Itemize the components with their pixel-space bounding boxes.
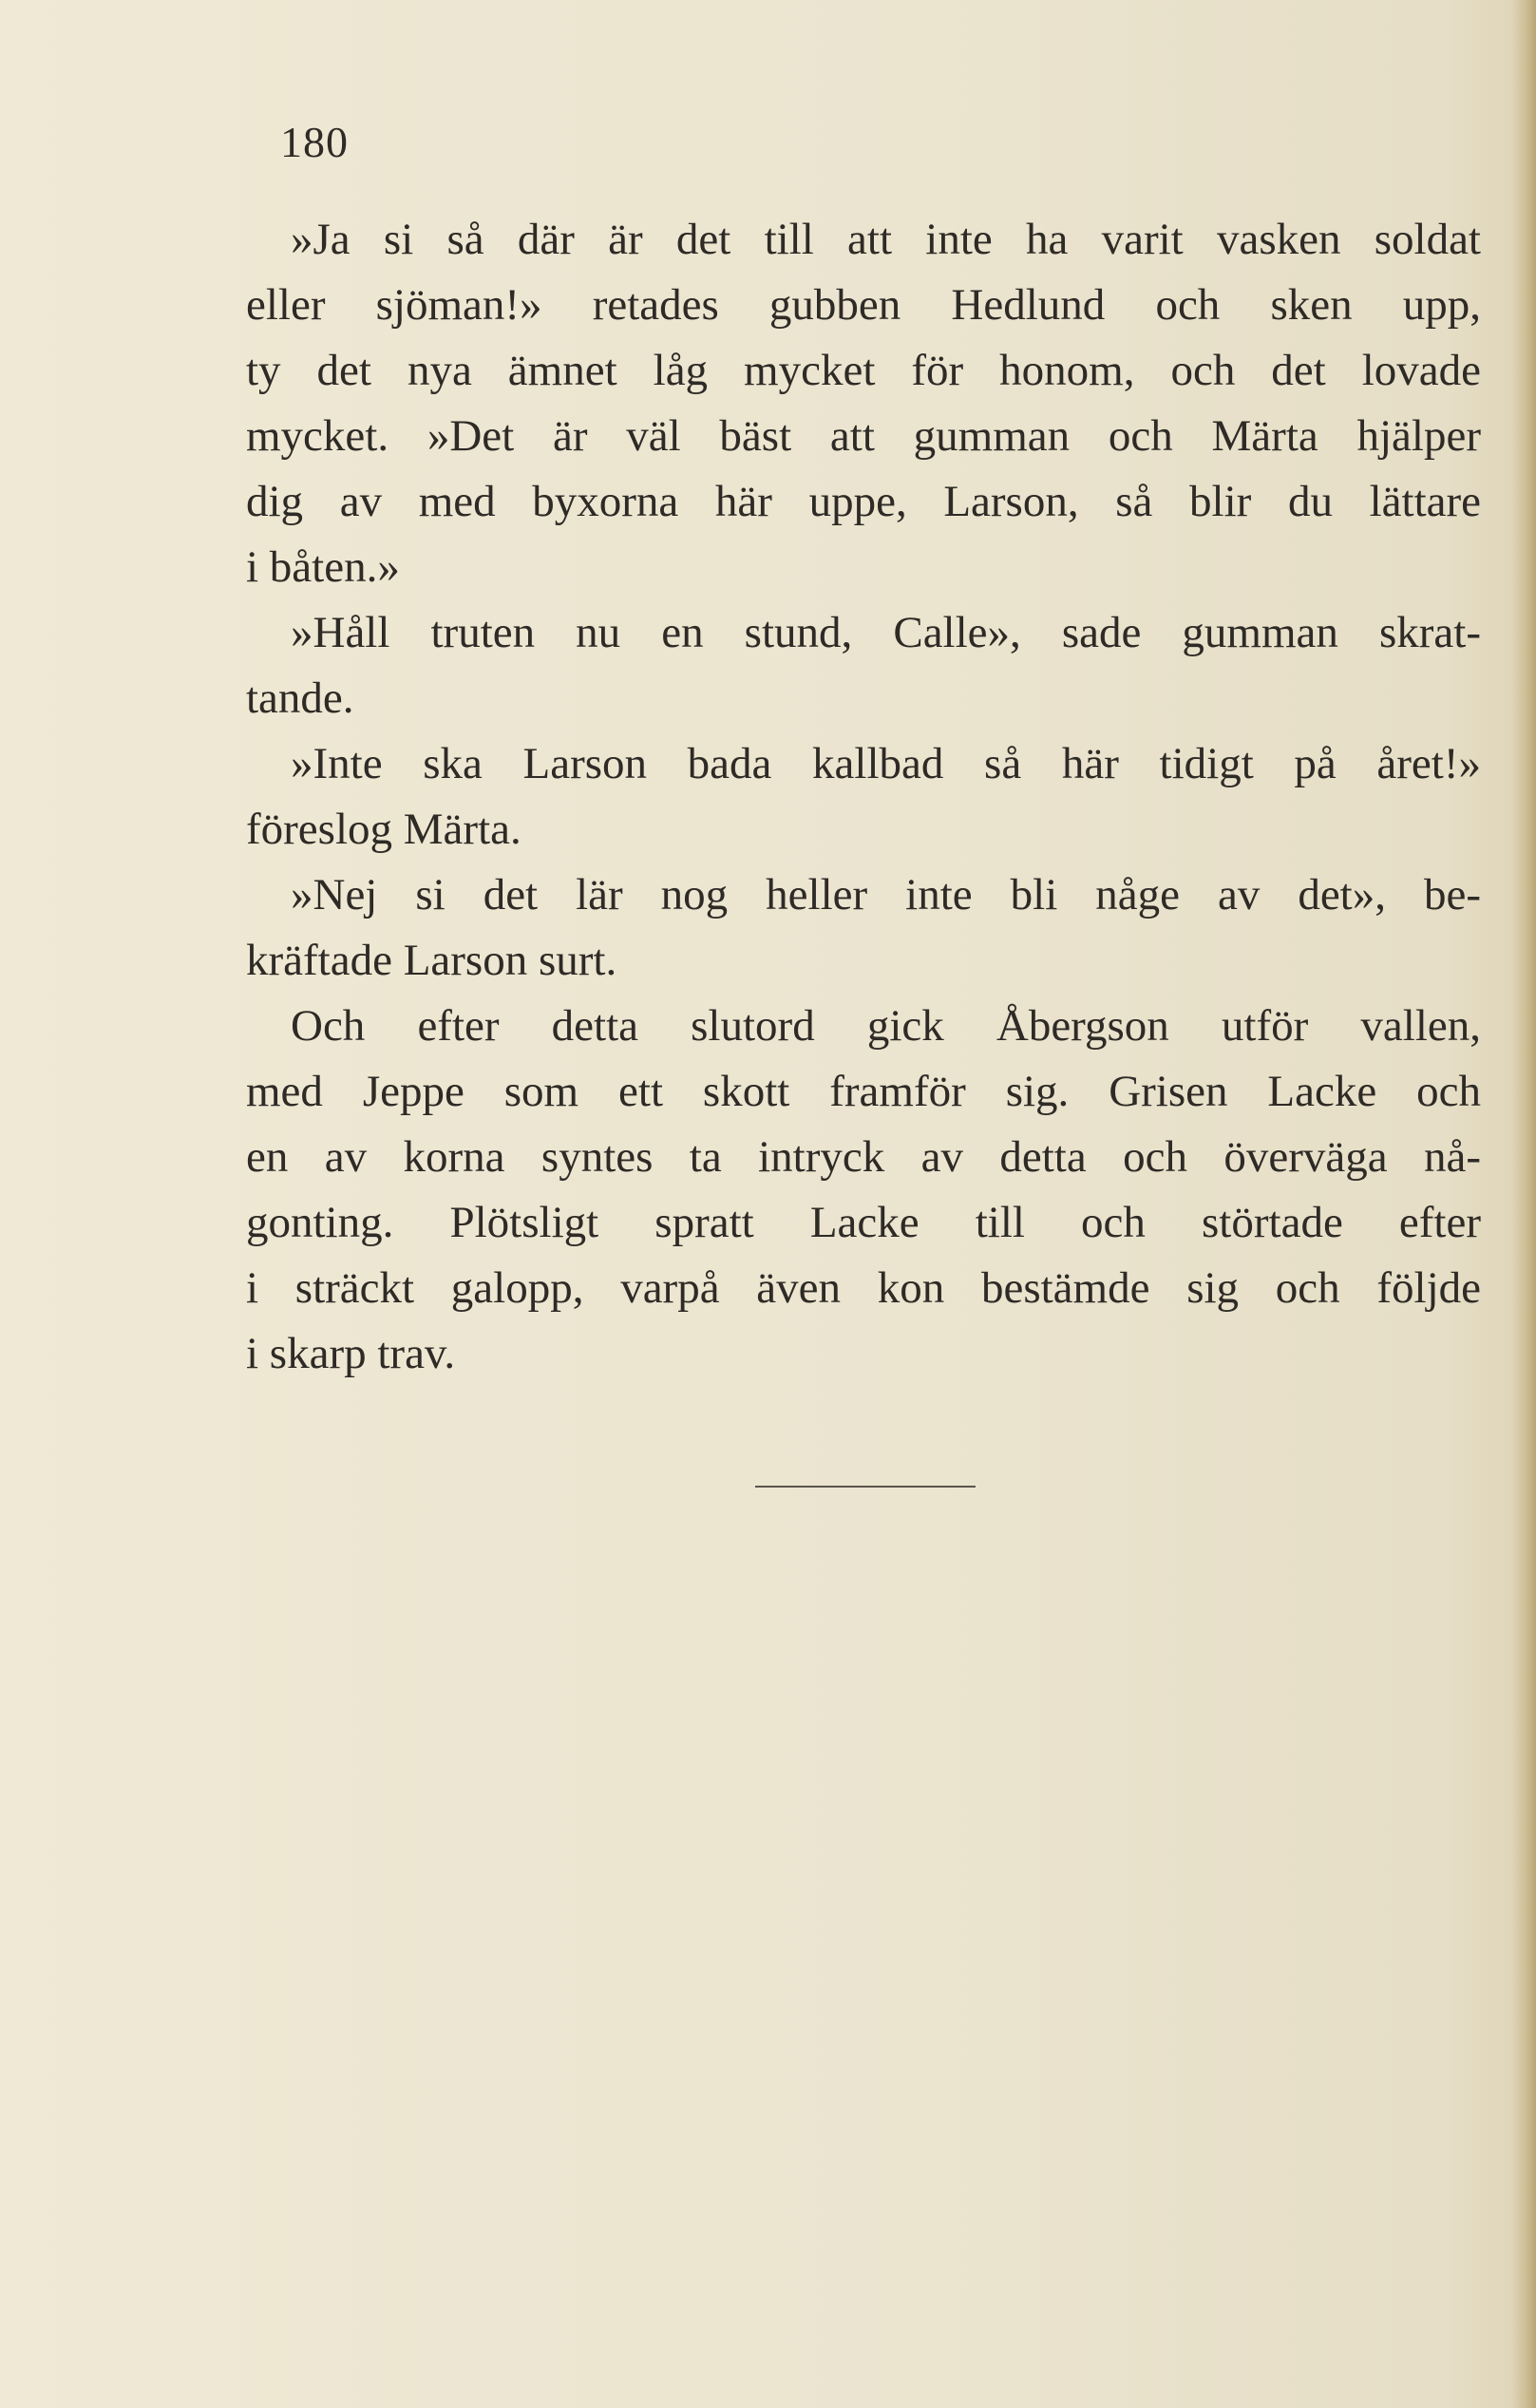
text-line: »Inte ska Larson bada kallbad så här tidigt på året!» [291, 739, 1481, 788]
text-line: »Ja si så där är det till att inte ha varit vasken soldat [291, 215, 1481, 264]
text-line: i skarp trav. [246, 1329, 456, 1378]
text-line: tande. [246, 673, 354, 723]
text-line: en av korna syntes ta intryck av detta och överväga nå- [246, 1132, 1481, 1182]
text-line: »Nej si det lär nog heller inte bli någe av det», be- [291, 870, 1481, 920]
text-line: med Jeppe som ett skott framför sig. Grisen Lacke och [246, 1067, 1481, 1116]
text-line: eller sjöman!» retades gubben Hedlund och sken upp, [246, 280, 1481, 330]
page-number: 180 [280, 118, 349, 166]
text-line: i sträckt galopp, varpå även kon bestämde sig och följde [246, 1263, 1481, 1313]
text-line: ty det nya ämnet låg mycket för honom, och det lovade [246, 346, 1481, 395]
text-line: mycket. »Det är väl bäst att gumman och Märta hjälper [246, 411, 1481, 461]
page-edge-shadow [1511, 0, 1536, 2408]
text-line: kräftade Larson surt. [246, 936, 617, 985]
body-text [246, 207, 1481, 1387]
text-line: föreslog Märta. [246, 805, 521, 854]
text-line: i båten.» [246, 542, 400, 592]
text-line: dig av med byxorna här uppe, Larson, så blir du lättare [246, 477, 1481, 526]
text-line: »Håll truten nu en stund, Calle», sade gumman skrat- [291, 608, 1481, 657]
text-line: gonting. Plötsligt spratt Lacke till och störtade efter [246, 1198, 1481, 1247]
section-divider [755, 1486, 976, 1488]
text-line: Och efter detta slutord gick Åbergson utför vallen, [291, 1001, 1481, 1051]
